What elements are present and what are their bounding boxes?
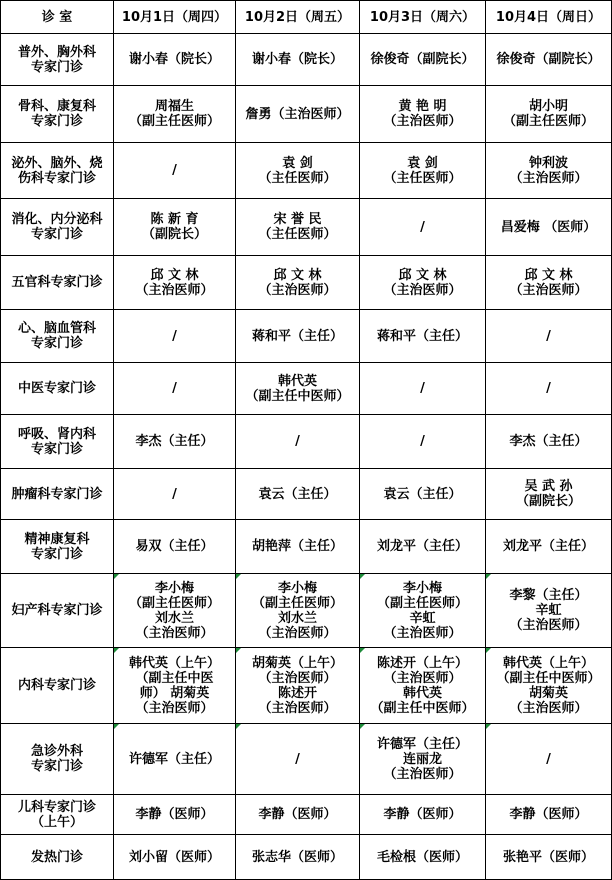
doctor-line: 吴 武 孙 <box>524 479 573 494</box>
table-row <box>1 86 612 143</box>
doctor-cell <box>236 469 360 520</box>
department-line: （上午） <box>30 814 83 830</box>
header-day-1: 10月1日（周四） <box>114 1 236 34</box>
table-row <box>1 648 612 724</box>
doctor-cell <box>114 199 236 256</box>
doctor-cell <box>360 469 486 520</box>
doctor-line: 刘水兰 <box>277 610 317 626</box>
department-line: 普外、胸外科 <box>17 44 96 60</box>
header-day-2: 10月2日（周五） <box>236 1 360 34</box>
department-line: 呼吸、肾内科 <box>17 426 96 442</box>
doctor-cell <box>114 34 236 86</box>
doctor-line: 李小梅 <box>154 580 194 596</box>
doctor-cell <box>360 724 486 795</box>
doctor-cell <box>114 469 236 520</box>
department-line: 妇产科专家门诊 <box>11 603 103 618</box>
doctor-line: / <box>546 751 551 767</box>
doctor-line: / <box>546 328 551 344</box>
doctor-line: 李杰（主任） <box>509 434 588 449</box>
department-line: 五官科专家门诊 <box>11 275 103 290</box>
doctor-cell <box>486 520 612 574</box>
doctor-line: （主治医师） <box>383 282 462 298</box>
department-cell <box>1 795 114 835</box>
table-row <box>1 310 612 363</box>
header-day-3: 10月3日（周六） <box>360 1 486 34</box>
doctor-cell <box>114 648 236 724</box>
doctor-line: / <box>172 328 177 344</box>
department-cell <box>1 310 114 363</box>
department-cell <box>1 648 114 724</box>
doctor-line: 毛检根（医师） <box>376 849 468 865</box>
department-line: 精神康复科 <box>24 531 90 547</box>
department-cell <box>1 86 114 143</box>
doctor-cell <box>486 835 612 880</box>
doctor-line: （主治医师） <box>383 670 462 686</box>
table-row <box>1 520 612 574</box>
doctor-line: 李静（医师） <box>383 807 462 822</box>
doctor-cell <box>360 143 486 199</box>
department-cell <box>1 469 114 520</box>
doctor-line: / <box>420 381 425 396</box>
doctor-cell <box>114 724 236 795</box>
doctor-cell <box>360 86 486 143</box>
doctor-cell <box>360 574 486 648</box>
doctor-cell <box>360 199 486 256</box>
doctor-line: （副主任中医师） <box>370 700 475 716</box>
doctor-cell <box>360 520 486 574</box>
doctor-line: 昌爱梅 （医师） <box>500 219 597 235</box>
schedule-body <box>1 1 612 880</box>
doctor-cell <box>236 795 360 835</box>
doctor-line: / <box>546 381 551 396</box>
department-line: 专家门诊 <box>30 114 83 129</box>
doctor-line: 许德军（主任） <box>128 751 220 767</box>
doctor-line: 詹勇（主治医师） <box>245 106 350 122</box>
doctor-line: 李静（医师） <box>258 807 337 822</box>
doctor-line: 李小梅 <box>277 580 317 596</box>
doctor-line: 易双（主任） <box>135 539 214 554</box>
doctor-line: 徐俊奇（副院长） <box>370 52 475 67</box>
doctor-line: 邱 文 林 <box>524 267 573 283</box>
doctor-line: 陈述开 <box>277 685 317 701</box>
department-line: 肿瘤科专家门诊 <box>11 486 103 502</box>
department-line: 消化、内分泌科 <box>11 212 103 227</box>
table-row <box>1 143 612 199</box>
doctor-cell <box>486 795 612 835</box>
doctor-cell <box>114 574 236 648</box>
department-cell <box>1 574 114 648</box>
table-row <box>1 795 612 835</box>
doctor-cell <box>114 86 236 143</box>
header-dept: 诊 室 <box>1 1 114 34</box>
doctor-cell <box>236 648 360 724</box>
doctor-line: / <box>172 163 177 178</box>
doctor-cell <box>486 143 612 199</box>
department-cell <box>1 363 114 415</box>
doctor-line: / <box>172 381 177 396</box>
doctor-line: / <box>420 219 425 235</box>
doctor-line: / <box>295 434 300 449</box>
table-row <box>1 363 612 415</box>
doctor-cell <box>236 415 360 469</box>
doctor-line: 谢小春（院长） <box>128 52 220 67</box>
doctor-cell <box>236 256 360 310</box>
doctor-line: （主治医师） <box>135 625 214 641</box>
doctor-cell <box>114 415 236 469</box>
doctor-line: （主治医师） <box>383 625 462 641</box>
doctor-line: / <box>420 434 425 449</box>
doctor-cell <box>114 310 236 363</box>
department-line: 专家门诊 <box>30 441 83 457</box>
doctor-line: 蒋和平（主任） <box>376 328 468 344</box>
doctor-cell <box>486 415 612 469</box>
doctor-cell <box>114 795 236 835</box>
doctor-line: 刘小留（医师） <box>128 849 220 865</box>
doctor-line: 刘龙平（主任） <box>376 539 468 554</box>
doctor-cell <box>360 310 486 363</box>
doctor-line: （副主任医师） <box>128 114 220 129</box>
doctor-cell <box>236 199 360 256</box>
doctor-cell <box>486 648 612 724</box>
doctor-cell <box>236 520 360 574</box>
doctor-line: （副主任医师） <box>502 114 594 129</box>
doctor-line: （主任医师） <box>258 170 337 186</box>
doctor-cell <box>360 648 486 724</box>
doctor-line: 李静（医师） <box>509 807 588 822</box>
doctor-line: （主任医师） <box>258 227 337 242</box>
doctor-line: 韩代英 <box>277 373 317 389</box>
doctor-cell <box>236 143 360 199</box>
doctor-line: （副院长） <box>141 227 207 242</box>
doctor-line: 张艳平（医师） <box>502 849 594 865</box>
doctor-line: （主治医师） <box>258 282 337 298</box>
doctor-cell <box>236 310 360 363</box>
department-line: 专家门诊 <box>30 59 83 75</box>
doctor-line: （主治医师） <box>258 670 337 686</box>
doctor-line: （主治医师） <box>509 170 588 186</box>
table-row <box>1 34 612 86</box>
department-line: 儿科专家门诊 <box>17 799 96 815</box>
department-line: 伤科专家门诊 <box>17 170 96 186</box>
doctor-cell <box>360 835 486 880</box>
doctor-line: 邱 文 林 <box>150 267 199 283</box>
doctor-line: （主治医师） <box>135 700 214 716</box>
department-cell <box>1 199 114 256</box>
department-cell <box>1 415 114 469</box>
doctor-line: （主治医师） <box>509 282 588 298</box>
doctor-line: 邱 文 林 <box>273 267 322 283</box>
doctor-line: 韩代英（上午） <box>128 655 220 671</box>
doctor-cell <box>486 469 612 520</box>
doctor-line: 刘龙平（主任） <box>502 539 594 554</box>
header-day-4: 10月4日（周日） <box>486 1 612 34</box>
doctor-cell <box>360 363 486 415</box>
doctor-cell <box>486 310 612 363</box>
doctor-cell <box>114 835 236 880</box>
doctor-cell <box>486 724 612 795</box>
doctor-cell <box>236 835 360 880</box>
doctor-line: 陈 新 育 <box>150 212 199 227</box>
table-row <box>1 724 612 795</box>
doctor-line: 谢小春（院长） <box>251 52 343 67</box>
doctor-line: 胡小明 <box>528 99 568 114</box>
doctor-line: 胡菊英 <box>528 685 568 701</box>
doctor-line: 袁 剑 <box>407 155 438 171</box>
doctor-line: 周福生 <box>154 99 194 114</box>
doctor-line: 李杰（主任） <box>135 434 214 449</box>
department-cell <box>1 520 114 574</box>
doctor-line: （副主任中医 <box>135 670 214 686</box>
doctor-line: （主治医师） <box>135 282 214 298</box>
doctor-line: 邱 文 林 <box>398 267 447 283</box>
doctor-line: （副主任中医师） <box>245 388 350 404</box>
department-cell <box>1 724 114 795</box>
table-row <box>1 415 612 469</box>
doctor-line: / <box>295 751 300 767</box>
doctor-line: （副主任医师） <box>251 595 343 611</box>
department-line: 专家门诊 <box>30 546 83 562</box>
doctor-line: 韩代英 <box>402 685 442 701</box>
doctor-line: 李小梅 <box>402 580 442 596</box>
department-line: 心、脑血管科 <box>17 321 96 336</box>
doctor-line: 胡菊英（上午） <box>251 655 343 671</box>
doctor-cell <box>486 34 612 86</box>
department-line: 中医专家门诊 <box>17 381 96 396</box>
doctor-line: 张志华（医师） <box>251 849 343 865</box>
doctor-cell <box>360 34 486 86</box>
doctor-line: 韩代英（上午） <box>502 655 594 671</box>
doctor-line: 刘水兰 <box>154 610 194 626</box>
doctor-line: 蒋和平（主任） <box>251 328 343 344</box>
doctor-line: （副主任医师） <box>128 595 220 611</box>
doctor-line: 袁 剑 <box>282 155 313 171</box>
department-line: 专家门诊 <box>30 759 83 774</box>
doctor-cell <box>486 256 612 310</box>
doctor-cell <box>114 520 236 574</box>
doctor-line: 辛虹 <box>535 603 562 618</box>
doctor-line: （主任医师） <box>383 170 462 186</box>
department-line: 骨科、康复科 <box>17 99 96 114</box>
doctor-line: 许德军（主任） <box>376 736 468 752</box>
doctor-line: 李黎（主任） <box>509 588 588 603</box>
table-row <box>1 469 612 520</box>
doctor-cell <box>114 256 236 310</box>
header-row <box>1 1 612 34</box>
doctor-cell <box>486 199 612 256</box>
doctor-line: 袁云（主任） <box>258 486 337 502</box>
doctor-cell <box>236 574 360 648</box>
doctor-cell <box>360 795 486 835</box>
doctor-cell <box>360 256 486 310</box>
doctor-line: （主治医师） <box>383 766 462 782</box>
doctor-line: 李静（医师） <box>135 807 214 822</box>
department-line: 发热门诊 <box>30 849 83 865</box>
doctor-cell <box>486 86 612 143</box>
table-row <box>1 199 612 256</box>
table-row <box>1 574 612 648</box>
department-cell <box>1 835 114 880</box>
department-line: 内科专家门诊 <box>17 678 96 693</box>
doctor-line: / <box>172 486 177 502</box>
doctor-cell <box>236 363 360 415</box>
doctor-cell <box>114 143 236 199</box>
department-cell <box>1 256 114 310</box>
doctor-cell <box>486 363 612 415</box>
doctor-line: （副主任中医师） <box>496 670 601 686</box>
doctor-line: 宋 誉 民 <box>273 212 322 227</box>
doctor-line: （副主任医师） <box>376 595 468 611</box>
department-line: 专家门诊 <box>30 336 83 351</box>
doctor-line: 陈述开（上午） <box>376 655 468 671</box>
doctor-line: 徐俊奇（副院长） <box>496 52 601 67</box>
table-row <box>1 835 612 880</box>
doctor-line: （主治医师） <box>258 625 337 641</box>
doctor-cell <box>360 415 486 469</box>
doctor-line: （主治医师） <box>509 618 588 633</box>
doctor-line: 袁云（主任） <box>383 486 462 502</box>
doctor-line: 钟利波 <box>528 155 568 171</box>
department-line: 泌外、脑外、烧 <box>11 155 103 171</box>
doctor-line: 胡艳萍（主任） <box>251 539 343 554</box>
doctor-cell <box>114 363 236 415</box>
department-cell <box>1 143 114 199</box>
department-line: 专家门诊 <box>30 227 83 242</box>
doctor-line: （主治医师） <box>509 700 588 716</box>
doctor-line: （主治医师） <box>383 114 462 129</box>
doctor-line: （副院长） <box>515 494 581 509</box>
doctor-line: 黄 艳 明 <box>398 99 447 114</box>
doctor-cell <box>236 86 360 143</box>
doctor-line: （主治医师） <box>258 700 337 716</box>
doctor-cell <box>236 34 360 86</box>
table-row <box>1 256 612 310</box>
doctor-cell <box>236 724 360 795</box>
department-line: 急诊外科 <box>30 744 83 759</box>
doctor-line: 师） 胡菊英 <box>139 685 210 701</box>
department-cell <box>1 34 114 86</box>
doctor-line: 辛虹 <box>409 610 436 626</box>
doctor-cell <box>486 574 612 648</box>
doctor-line: 连丽龙 <box>402 751 442 767</box>
